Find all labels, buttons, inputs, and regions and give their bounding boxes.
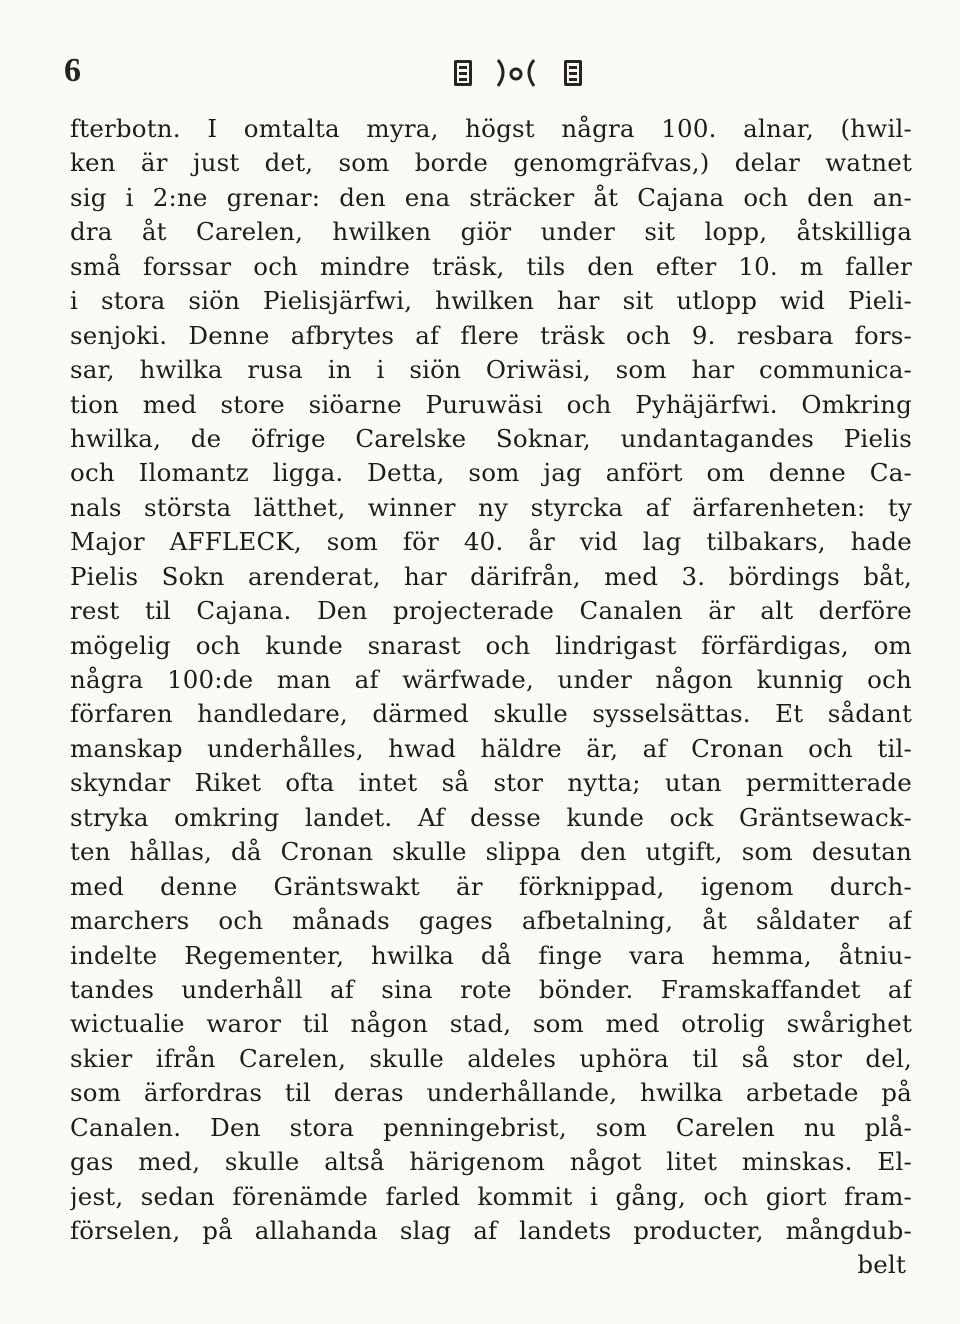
- text-line: tion med store siöarne Puruwäsi och Pyhäjärfwi. Omkring: [70, 389, 912, 419]
- text-line: jest, sedan förenämde farled kommit i gång, och giort fram-: [70, 1181, 912, 1211]
- text-line: med denne Gräntswakt är förknippad, igenom durch-: [70, 871, 912, 901]
- text-line: mögelig och kunde snarast och lindrigast förfärdigas, om: [70, 630, 912, 660]
- text-line: Pielis Sokn arenderat, har därifrån, med 3. bördings båt,: [70, 561, 912, 591]
- text-line: marchers och månads gages afbetalning, åt såldater af: [70, 906, 912, 936]
- text-line: indelte Regementer, hwilka då finge vara hemma, åtniu-: [70, 940, 912, 970]
- text-line: sig i 2:ne grenar: den ena sträcker åt Cajana och den an-: [70, 182, 912, 212]
- text-line: fterbotn. I omtalta myra, högst några 100. alnar, (hwil-: [70, 114, 912, 143]
- body-text: [70, 112, 912, 1283]
- text-line: nals största lätthet, winner ny styrcka af ärfarenheten: ty: [70, 492, 912, 522]
- text-line: ten hållas, då Cronan skulle slippa den utgift, som desutan: [70, 837, 912, 867]
- text-line: och Ilomantz ligga. Detta, som jag anfört om denne Ca-: [70, 458, 912, 488]
- text-line: små forssar och mindre träsk, tils den efter 10. m faller: [70, 251, 912, 281]
- text-line: tandes underhåll af sina rote bönder. Framskaffandet af: [70, 974, 912, 1004]
- text-line: Canalen. Den stora penningebrist, som Carelen nu plå-: [70, 1112, 912, 1142]
- text-line: förfaren handledare, därmed skulle sysselsättas. Et sådant: [70, 699, 912, 729]
- text-line: skyndar Riket ofta intet så stor nytta; utan permitterade: [70, 768, 912, 798]
- header-ornament: [398, 54, 658, 90]
- text-line: i stora siön Pielisjärfwi, hwilken har sit utlopp wid Pieli-: [70, 286, 912, 316]
- text-line: skier ifrån Carelen, skulle aldeles uphöra til så stor del,: [70, 1043, 912, 1073]
- text-line: hwilka, de öfrige Carelske Soknar, undantagandes Pielis: [70, 423, 912, 453]
- text-line: sar, hwilka rusa in i siön Oriwäsi, som har communica-: [70, 355, 912, 385]
- text-line: några 100:de man af wärfwade, under någon kunnig och: [70, 665, 912, 694]
- text-line: stryka omkring landet. Af desse kunde ock Gräntsewack-: [70, 802, 912, 832]
- text-line-catchword: belt: [857, 1250, 906, 1280]
- text-line: wictualie waror til någon stad, som med otrolig swårighet: [70, 1009, 912, 1039]
- page-header: [60, 50, 900, 94]
- text-line: ken är just det, som borde genomgräfvas,) delar watnet: [70, 148, 912, 178]
- text-line: Major AFFLECK, som för 40. år vid lag tilbakars, hade: [70, 527, 912, 557]
- text-line: manskap underhålles, hwad häldre är, af Cronan och til-: [70, 733, 912, 763]
- text-line: rest til Cajana. Den projecterade Canalen är alt derföre: [70, 596, 912, 626]
- text-line: som ärfordras til deras underhållande, hwilka arbetade på: [70, 1078, 912, 1108]
- text-line: gas med, skulle altså härigenom något litet minskas. El-: [70, 1147, 912, 1177]
- page-number: 6: [64, 52, 81, 89]
- text-line: senjoki. Denne afbrytes af flere träsk och 9. resbara fors-: [70, 320, 912, 350]
- text-line: dra åt Carelen, hwilken giör under sit lopp, åtskilliga: [70, 217, 912, 247]
- ornament-graphic: [398, 54, 658, 90]
- text-line: förselen, på allahanda slag af landets producter, mångdub-: [70, 1216, 912, 1245]
